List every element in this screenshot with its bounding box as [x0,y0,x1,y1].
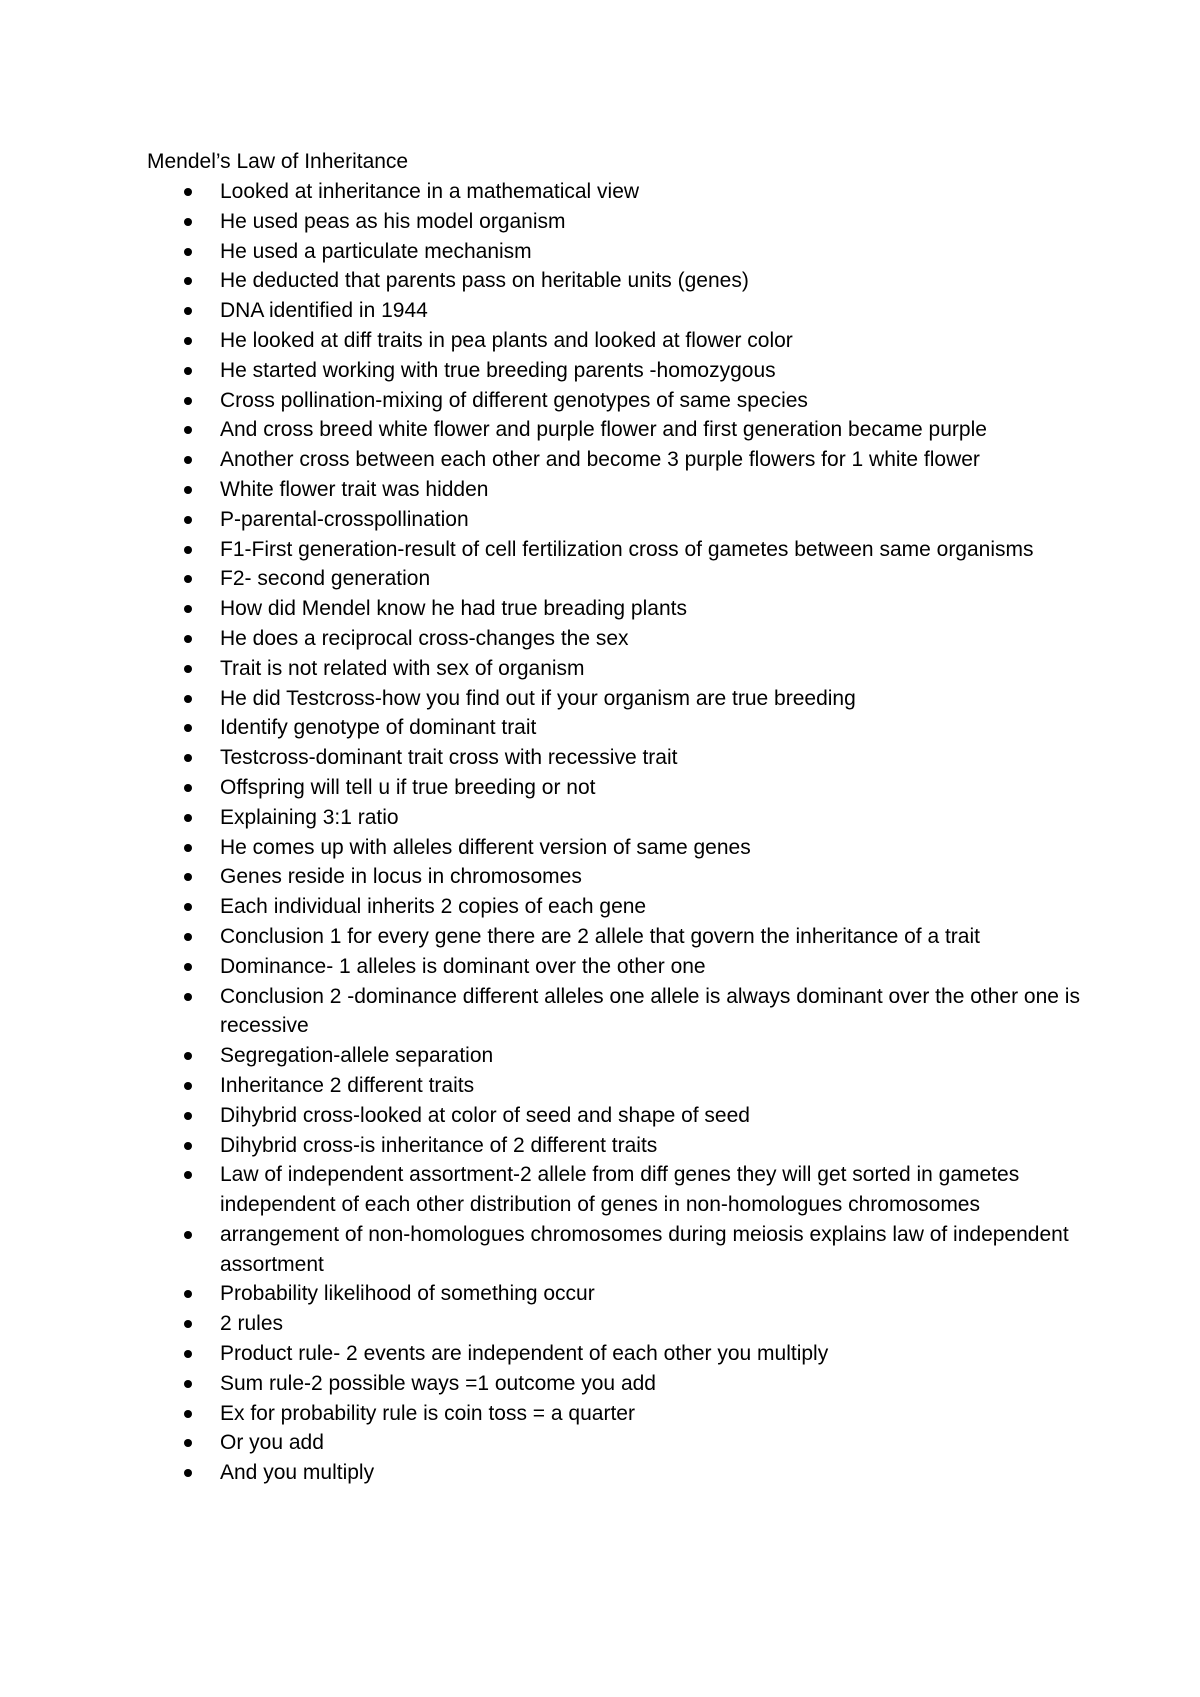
list-item [0,624,1090,654]
list-item [0,982,1090,1042]
list-item-text: Probability likelihood of something occur [220,1282,595,1306]
list-item [0,415,1090,445]
list-item-text: And cross breed white flower and purple flower and first generation became purple [220,418,987,442]
bullet-icon [184,1171,192,1179]
list-item [0,535,1090,565]
list-item-text: He started working with true breeding parents -homozygous [220,358,776,382]
bullet-icon [184,1350,192,1358]
list-item-text: Conclusion 2 -dominance different alleles one allele is always dominant over the other one is recessive [220,984,1080,1038]
list-item [0,445,1090,475]
list-item [0,1160,1090,1220]
list-item [0,177,1090,207]
bullet-icon [184,903,192,911]
list-item [0,743,1090,773]
bullet-icon [184,426,192,434]
bullet-icon [184,575,192,583]
bullet-icon [184,963,192,971]
list-item-text: Ex for probability rule is coin toss = a quarter [220,1401,635,1425]
bullet-icon [184,1469,192,1477]
list-item [0,803,1090,833]
list-item-text: F2- second generation [220,567,431,591]
bullet-icon [184,1290,192,1298]
bullet-icon [184,1142,192,1150]
list-item-text: He deducted that parents pass on heritable units (genes) [220,269,749,293]
bullet-icon [184,248,192,256]
list-item-text: Dominance- 1 alleles is dominant over the other one [220,954,706,978]
bullet-icon [184,933,192,941]
bullet-icon [184,1112,192,1120]
bullet-icon [184,1231,192,1239]
list-item [0,1220,1090,1280]
list-item-text: He used a particulate mechanism [220,239,532,263]
list-item-text: He looked at diff traits in pea plants and looked at flower color [220,328,793,352]
notes-bullet-list [0,177,1090,1488]
bullet-icon [184,635,192,643]
list-item-text: And you multiply [220,1461,375,1485]
list-item-text: He does a reciprocal cross-changes the sex [220,626,629,650]
list-item [0,1071,1090,1101]
list-item [0,594,1090,624]
bullet-icon [184,1082,192,1090]
bullet-icon [184,218,192,226]
bullet-icon [184,1410,192,1418]
list-item [0,207,1090,237]
bullet-icon [184,814,192,822]
list-item-text: Conclusion 1 for every gene there are 2 allele that govern the inheritance of a trait [220,924,980,948]
list-item-text: Or you add [220,1431,324,1455]
list-item-text: Each individual inherits 2 copies of each gene [220,895,647,919]
list-item [0,922,1090,952]
bullet-icon [184,546,192,554]
list-item [0,1339,1090,1369]
list-item [0,386,1090,416]
list-item [0,475,1090,505]
bullet-icon [184,873,192,881]
list-item-text: arrangement of non-homologues chromosomes during meiosis explains law of independent assortment [220,1222,1069,1276]
list-item [0,296,1090,326]
list-item [0,684,1090,714]
bullet-icon [184,337,192,345]
list-item-text: F1-First generation-result of cell fertilization cross of gametes between same organisms [220,537,1034,561]
list-item [0,1131,1090,1161]
bullet-icon [184,724,192,732]
bullet-icon [184,784,192,792]
list-item-text: Dihybrid cross-looked at color of seed and shape of seed [220,1103,750,1127]
list-item-text: Product rule- 2 events are independent of each other you multiply [220,1342,829,1366]
list-item-text: Testcross-dominant trait cross with recessive trait [220,746,678,770]
list-item [0,237,1090,267]
bullet-icon [184,1439,192,1447]
list-item-text: Cross pollination-mixing of different genotypes of same species [220,388,808,412]
bullet-icon [184,695,192,703]
bullet-icon [184,605,192,613]
bullet-icon [184,993,192,1001]
list-item [0,1369,1090,1399]
list-item [0,564,1090,594]
list-item [0,356,1090,386]
list-item-text: White flower trait was hidden [220,477,489,501]
list-item [0,773,1090,803]
list-item [0,862,1090,892]
list-item-text: Segregation-allele separation [220,1044,494,1068]
list-item-text: Identify genotype of dominant trait [220,716,537,740]
list-item [0,266,1090,296]
document-title: Mendel’s Law of Inheritance [147,150,409,173]
list-item [0,1458,1090,1488]
bullet-icon [184,1052,192,1060]
bullet-icon [184,277,192,285]
list-item-text: Dihybrid cross-is inheritance of 2 different traits [220,1133,658,1157]
list-item [0,505,1090,535]
list-item [0,1041,1090,1071]
list-item [0,1428,1090,1458]
list-item [0,654,1090,684]
bullet-icon [184,665,192,673]
list-item-text: Sum rule-2 possible ways =1 outcome you add [220,1371,656,1395]
list-item-text: He comes up with alleles different version of same genes [220,835,751,859]
bullet-icon [184,844,192,852]
bullet-icon [184,397,192,405]
list-item [0,1279,1090,1309]
bullet-icon [184,367,192,375]
list-item [0,713,1090,743]
bullet-icon [184,456,192,464]
list-item [0,1399,1090,1429]
bullet-icon [184,188,192,196]
list-item [0,892,1090,922]
bullet-icon [184,1320,192,1328]
bullet-icon [184,486,192,494]
bullet-icon [184,516,192,524]
list-item [0,1309,1090,1339]
list-item-text: Looked at inheritance in a mathematical view [220,180,640,203]
list-item-text: 2 rules [220,1312,284,1336]
list-item-text: Another cross between each other and become 3 purple flowers for 1 white flower [220,448,980,472]
list-item-text: Trait is not related with sex of organism [220,656,585,680]
list-item-text: Offspring will tell u if true breeding or not [220,775,596,799]
list-item [0,326,1090,356]
bullet-icon [184,1380,192,1388]
list-item-text: He used peas as his model organism [220,209,566,233]
bullet-icon [184,754,192,762]
list-item-text: P-parental-crosspollination [220,507,469,531]
list-item-text: Explaining 3:1 ratio [220,805,399,829]
list-item-text: Genes reside in locus in chromosomes [220,865,582,889]
list-item-text: How did Mendel know he had true breading plants [220,597,687,621]
list-item-text: Law of independent assortment-2 allele from diff genes they will get sorted in gametes independent of each other distribution of genes in non-homologues chromosomes [220,1163,1020,1217]
list-item-text: Inheritance 2 different traits [220,1073,475,1097]
list-item [0,833,1090,863]
list-item-text: DNA identified in 1944 [220,299,428,323]
list-item [0,952,1090,982]
list-item [0,1101,1090,1131]
bullet-icon [184,307,192,315]
list-item-text: He did Testcross-how you find out if your organism are true breeding [220,686,856,710]
